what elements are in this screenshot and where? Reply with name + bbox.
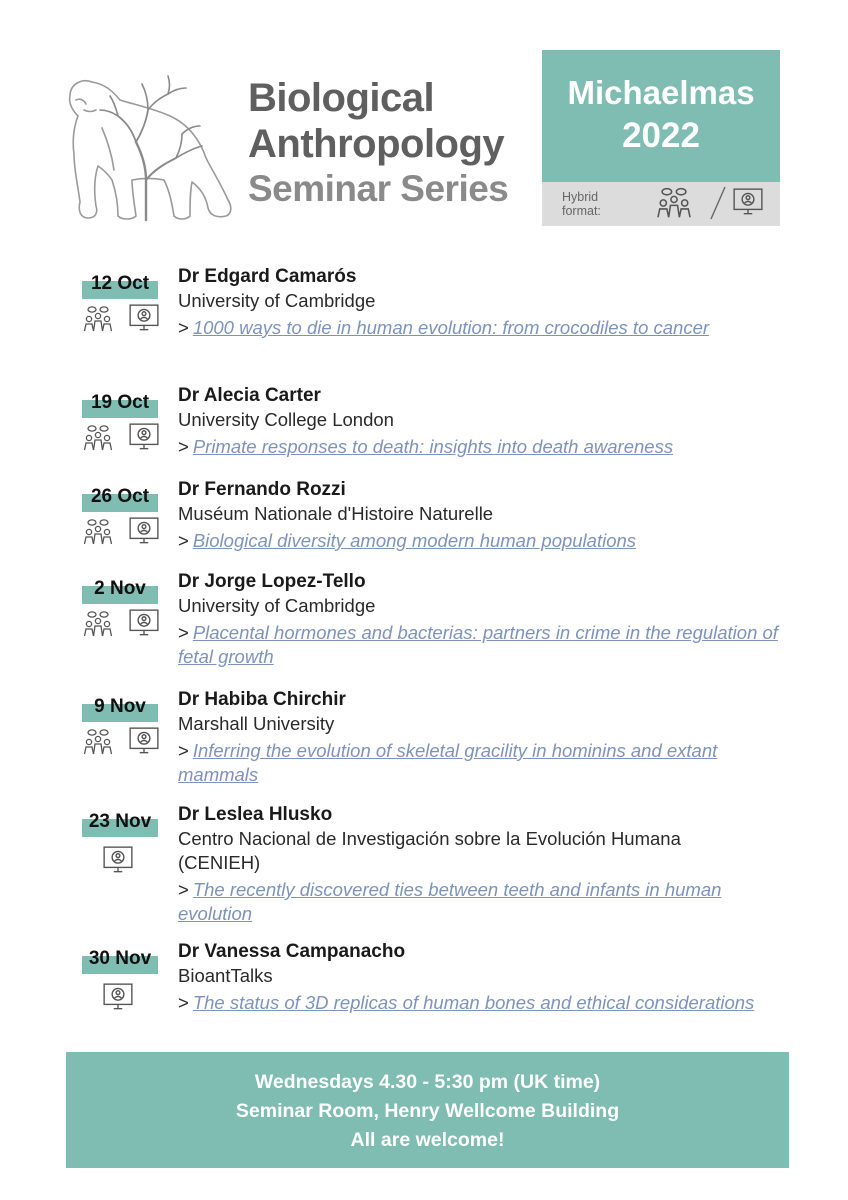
footer-banner bbox=[66, 1052, 789, 1168]
seminar-info bbox=[178, 803, 788, 926]
title-line-2: Anthropology bbox=[248, 122, 505, 166]
bullet-arrow: > bbox=[178, 317, 189, 338]
series-title bbox=[248, 78, 508, 207]
screen-icon bbox=[128, 608, 160, 645]
hybrid-format-bar bbox=[542, 182, 780, 226]
footer-welcome: All are welcome! bbox=[350, 1129, 505, 1151]
talk-title bbox=[178, 878, 788, 926]
talk-title bbox=[178, 991, 788, 1015]
speaker-affiliation: University College London bbox=[178, 409, 394, 430]
seminar-date: 12 Oct bbox=[90, 273, 150, 294]
bullet-arrow: > bbox=[178, 436, 189, 457]
speaker-affiliation: Marshall University bbox=[178, 713, 335, 734]
talk-title bbox=[178, 621, 788, 669]
people-icon bbox=[82, 424, 114, 457]
seminar-date: 19 Oct bbox=[90, 392, 150, 413]
speaker-affiliation: Centro Nacional de Investigación sobre la Evolución Humana (CENIEH) bbox=[178, 828, 681, 873]
speaker-name: Dr Fernando Rozzi bbox=[178, 479, 346, 500]
talk-link[interactable]: Biological diversity among modern human populations bbox=[192, 530, 637, 551]
seminar-date: 2 Nov bbox=[94, 578, 146, 599]
speaker-name: Dr Vanessa Campanacho bbox=[178, 941, 406, 962]
gorilla-tree-logo-icon bbox=[62, 70, 252, 230]
people-icon bbox=[82, 610, 114, 643]
bullet-arrow: > bbox=[178, 879, 189, 900]
term-year: 2022 bbox=[622, 116, 700, 155]
people-icon bbox=[82, 728, 114, 761]
talk-link[interactable]: 1000 ways to die in human evolution: from crocodiles to cancer bbox=[192, 317, 710, 338]
talk-link[interactable]: Placental hormones and bacterias: partners in crime in the regulation of fetal growth bbox=[178, 622, 778, 667]
seminar-date: 26 Oct bbox=[90, 486, 150, 507]
term-badge bbox=[542, 50, 780, 182]
talk-title bbox=[178, 739, 788, 787]
screen-icon bbox=[128, 726, 160, 763]
people-icon bbox=[82, 305, 114, 338]
talk-link[interactable]: Inferring the evolution of skeletal gracility in hominins and extant mammals bbox=[178, 740, 718, 785]
talk-title bbox=[178, 316, 788, 340]
format-label bbox=[562, 190, 622, 218]
bullet-arrow: > bbox=[178, 992, 189, 1013]
term-name: Michaelmas bbox=[567, 74, 755, 111]
speaker-name: Dr Edgard Camarós bbox=[178, 266, 357, 287]
seminar-date: 30 Nov bbox=[88, 948, 152, 969]
title-line-1: Biological bbox=[248, 76, 435, 120]
screen-icon bbox=[102, 982, 134, 1019]
speaker-name: Dr Jorge Lopez-Tello bbox=[178, 571, 366, 592]
seminar-info bbox=[178, 265, 788, 340]
screen-icon bbox=[128, 516, 160, 553]
seminar-info bbox=[178, 384, 788, 459]
format-label-line-1: Hybrid bbox=[562, 190, 599, 204]
seminar-date: 23 Nov bbox=[88, 811, 152, 832]
talk-link[interactable]: The recently discovered ties between teeth and infants in human evolution bbox=[178, 879, 722, 924]
speaker-name: Dr Alecia Carter bbox=[178, 385, 321, 406]
screen-icon bbox=[102, 845, 134, 882]
footer-venue: Seminar Room, Henry Wellcome Building bbox=[235, 1100, 620, 1122]
talk-link[interactable]: The status of 3D replicas of human bones and ethical considerations bbox=[192, 992, 755, 1013]
talk-link[interactable]: Primate responses to death: insights into death awareness bbox=[192, 436, 674, 457]
footer-time: Wednesdays 4.30 - 5:30 pm (UK time) bbox=[254, 1071, 601, 1093]
seminar-info bbox=[178, 478, 788, 553]
seminar-info bbox=[178, 940, 788, 1015]
speaker-affiliation: University of Cambridge bbox=[178, 595, 376, 616]
seminar-date: 9 Nov bbox=[94, 696, 146, 717]
seminar-info bbox=[178, 688, 788, 787]
title-line-3: Seminar Series bbox=[248, 168, 509, 209]
bullet-arrow: > bbox=[178, 740, 189, 761]
format-label-line-2: format: bbox=[562, 204, 601, 218]
talk-title bbox=[178, 529, 788, 553]
screen-icon bbox=[732, 186, 764, 220]
people-icon bbox=[82, 518, 114, 551]
talk-title bbox=[178, 435, 788, 459]
speaker-name: Dr Leslea Hlusko bbox=[178, 804, 333, 825]
speaker-affiliation: University of Cambridge bbox=[178, 290, 376, 311]
screen-icon bbox=[128, 422, 160, 459]
bullet-arrow: > bbox=[178, 622, 189, 643]
screen-icon bbox=[128, 303, 160, 340]
speaker-affiliation: BioantTalks bbox=[178, 965, 273, 986]
format-separator bbox=[708, 184, 728, 227]
speaker-name: Dr Habiba Chirchir bbox=[178, 689, 346, 710]
bullet-arrow: > bbox=[178, 530, 189, 551]
people-icon bbox=[655, 186, 693, 220]
seminar-info bbox=[178, 570, 788, 669]
speaker-affiliation: Muséum Nationale d'Histoire Naturelle bbox=[178, 503, 494, 524]
